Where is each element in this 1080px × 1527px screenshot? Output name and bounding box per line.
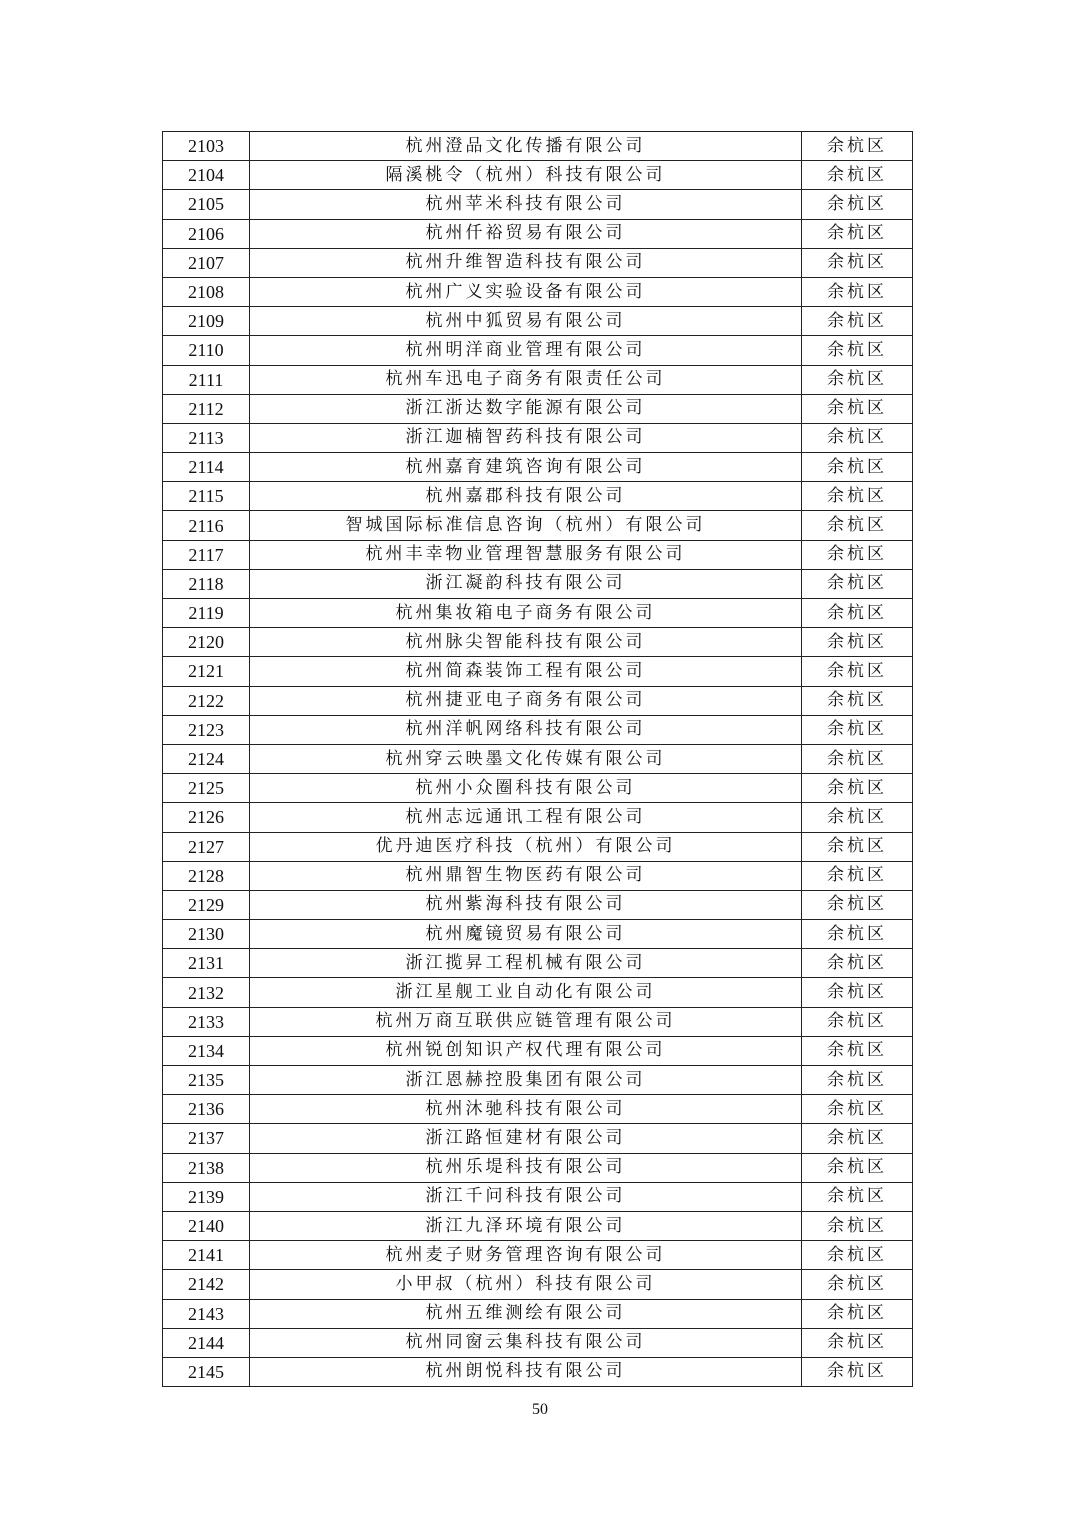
table-row bbox=[163, 1328, 913, 1357]
row-number-cell: 2107 bbox=[163, 248, 250, 277]
company-name-cell: 杭州朗悦科技有限公司 bbox=[250, 1357, 802, 1386]
company-name-cell: 浙江浙达数字能源有限公司 bbox=[250, 394, 802, 423]
table-row bbox=[163, 307, 913, 336]
row-number-cell: 2115 bbox=[163, 482, 250, 511]
company-name-cell: 杭州车迅电子商务有限责任公司 bbox=[250, 365, 802, 394]
company-name-cell: 浙江路恒建材有限公司 bbox=[250, 1124, 802, 1153]
company-name-cell: 杭州广义实验设备有限公司 bbox=[250, 277, 802, 306]
table-row bbox=[163, 1095, 913, 1124]
row-number-cell: 2137 bbox=[163, 1124, 250, 1153]
company-name-cell: 杭州五维测绘有限公司 bbox=[250, 1299, 802, 1328]
district-cell: 余杭区 bbox=[802, 511, 913, 540]
company-name-cell: 浙江恩赫控股集团有限公司 bbox=[250, 1066, 802, 1095]
district-cell: 余杭区 bbox=[802, 132, 913, 161]
district-cell: 余杭区 bbox=[802, 1066, 913, 1095]
row-number-cell: 2110 bbox=[163, 336, 250, 365]
table-row bbox=[163, 1153, 913, 1182]
company-name-cell: 杭州澄品文化传播有限公司 bbox=[250, 132, 802, 161]
company-name-cell: 杭州麦子财务管理咨询有限公司 bbox=[250, 1241, 802, 1270]
row-number-cell: 2103 bbox=[163, 132, 250, 161]
company-name-cell: 杭州苹米科技有限公司 bbox=[250, 190, 802, 219]
district-cell: 余杭区 bbox=[802, 190, 913, 219]
table-row bbox=[163, 1357, 913, 1386]
company-name-cell: 杭州嘉育建筑咨询有限公司 bbox=[250, 453, 802, 482]
district-cell: 余杭区 bbox=[802, 307, 913, 336]
table-row bbox=[163, 1036, 913, 1065]
company-name-cell: 杭州仟裕贸易有限公司 bbox=[250, 219, 802, 248]
company-name-cell: 浙江迦楠智药科技有限公司 bbox=[250, 423, 802, 452]
table-row bbox=[163, 890, 913, 919]
table-row bbox=[163, 1007, 913, 1036]
company-name-cell: 杭州同窗云集科技有限公司 bbox=[250, 1328, 802, 1357]
table-row bbox=[163, 248, 913, 277]
page-number: 50 bbox=[532, 1401, 548, 1418]
row-number-cell: 2111 bbox=[163, 365, 250, 394]
district-cell: 余杭区 bbox=[802, 161, 913, 190]
table-row bbox=[163, 803, 913, 832]
row-number-cell: 2130 bbox=[163, 920, 250, 949]
company-name-cell: 杭州小众圈科技有限公司 bbox=[250, 774, 802, 803]
district-cell: 余杭区 bbox=[802, 686, 913, 715]
row-number-cell: 2132 bbox=[163, 978, 250, 1007]
row-number-cell: 2124 bbox=[163, 744, 250, 773]
row-number-cell: 2134 bbox=[163, 1036, 250, 1065]
row-number-cell: 2127 bbox=[163, 832, 250, 861]
row-number-cell: 2108 bbox=[163, 277, 250, 306]
table-row bbox=[163, 540, 913, 569]
company-name-cell: 杭州明洋商业管理有限公司 bbox=[250, 336, 802, 365]
district-cell: 余杭区 bbox=[802, 277, 913, 306]
table-row bbox=[163, 1211, 913, 1240]
company-name-cell: 杭州鼎智生物医药有限公司 bbox=[250, 861, 802, 890]
district-cell: 余杭区 bbox=[802, 1299, 913, 1328]
company-name-cell: 杭州捷亚电子商务有限公司 bbox=[250, 686, 802, 715]
company-name-cell: 杭州乐堤科技有限公司 bbox=[250, 1153, 802, 1182]
row-number-cell: 2118 bbox=[163, 569, 250, 598]
table-row bbox=[163, 1182, 913, 1211]
table-row bbox=[163, 832, 913, 861]
table-row bbox=[163, 161, 913, 190]
district-cell: 余杭区 bbox=[802, 1357, 913, 1386]
row-number-cell: 2126 bbox=[163, 803, 250, 832]
table-row bbox=[163, 336, 913, 365]
district-cell: 余杭区 bbox=[802, 628, 913, 657]
table-row bbox=[163, 423, 913, 452]
table-row bbox=[163, 628, 913, 657]
row-number-cell: 2145 bbox=[163, 1357, 250, 1386]
district-cell: 余杭区 bbox=[802, 978, 913, 1007]
row-number-cell: 2106 bbox=[163, 219, 250, 248]
district-cell: 余杭区 bbox=[802, 1007, 913, 1036]
row-number-cell: 2113 bbox=[163, 423, 250, 452]
table-row bbox=[163, 511, 913, 540]
row-number-cell: 2136 bbox=[163, 1095, 250, 1124]
company-name-cell: 优丹迪医疗科技（杭州）有限公司 bbox=[250, 832, 802, 861]
row-number-cell: 2138 bbox=[163, 1153, 250, 1182]
row-number-cell: 2114 bbox=[163, 453, 250, 482]
company-name-cell: 浙江千问科技有限公司 bbox=[250, 1182, 802, 1211]
district-cell: 余杭区 bbox=[802, 1095, 913, 1124]
table-row bbox=[163, 920, 913, 949]
company-name-cell: 杭州志远通讯工程有限公司 bbox=[250, 803, 802, 832]
table-row bbox=[163, 978, 913, 1007]
district-cell: 余杭区 bbox=[802, 1153, 913, 1182]
company-name-cell: 杭州紫海科技有限公司 bbox=[250, 890, 802, 919]
table-row bbox=[163, 277, 913, 306]
company-name-cell: 浙江凝韵科技有限公司 bbox=[250, 569, 802, 598]
row-number-cell: 2135 bbox=[163, 1066, 250, 1095]
table-row bbox=[163, 774, 913, 803]
district-cell: 余杭区 bbox=[802, 1211, 913, 1240]
table-row bbox=[163, 1124, 913, 1153]
row-number-cell: 2128 bbox=[163, 861, 250, 890]
row-number-cell: 2129 bbox=[163, 890, 250, 919]
company-name-cell: 杭州洋帆网络科技有限公司 bbox=[250, 715, 802, 744]
row-number-cell: 2133 bbox=[163, 1007, 250, 1036]
row-number-cell: 2119 bbox=[163, 599, 250, 628]
row-number-cell: 2117 bbox=[163, 540, 250, 569]
district-cell: 余杭区 bbox=[802, 219, 913, 248]
table-row bbox=[163, 394, 913, 423]
company-name-cell: 杭州穿云映墨文化传媒有限公司 bbox=[250, 744, 802, 773]
row-number-cell: 2104 bbox=[163, 161, 250, 190]
row-number-cell: 2143 bbox=[163, 1299, 250, 1328]
district-cell: 余杭区 bbox=[802, 599, 913, 628]
row-number-cell: 2123 bbox=[163, 715, 250, 744]
company-name-cell: 杭州简森装饰工程有限公司 bbox=[250, 657, 802, 686]
company-name-cell: 杭州沐驰科技有限公司 bbox=[250, 1095, 802, 1124]
row-number-cell: 2122 bbox=[163, 686, 250, 715]
table-row bbox=[163, 190, 913, 219]
company-name-cell: 浙江揽昇工程机械有限公司 bbox=[250, 949, 802, 978]
row-number-cell: 2142 bbox=[163, 1270, 250, 1299]
table-row bbox=[163, 744, 913, 773]
district-cell: 余杭区 bbox=[802, 423, 913, 452]
district-cell: 余杭区 bbox=[802, 890, 913, 919]
table-row bbox=[163, 482, 913, 511]
row-number-cell: 2131 bbox=[163, 949, 250, 978]
company-name-cell: 杭州升维智造科技有限公司 bbox=[250, 248, 802, 277]
table-row bbox=[163, 686, 913, 715]
table-row bbox=[163, 569, 913, 598]
district-cell: 余杭区 bbox=[802, 1270, 913, 1299]
row-number-cell: 2116 bbox=[163, 511, 250, 540]
row-number-cell: 2144 bbox=[163, 1328, 250, 1357]
company-name-cell: 智城国际标准信息咨询（杭州）有限公司 bbox=[250, 511, 802, 540]
row-number-cell: 2141 bbox=[163, 1241, 250, 1270]
table-row bbox=[163, 599, 913, 628]
company-list-table bbox=[162, 131, 913, 1387]
district-cell: 余杭区 bbox=[802, 569, 913, 598]
row-number-cell: 2140 bbox=[163, 1211, 250, 1240]
company-name-cell: 杭州锐创知识产权代理有限公司 bbox=[250, 1036, 802, 1065]
table-row bbox=[163, 1270, 913, 1299]
district-cell: 余杭区 bbox=[802, 1036, 913, 1065]
table-row bbox=[163, 861, 913, 890]
company-name-cell: 浙江九泽环境有限公司 bbox=[250, 1211, 802, 1240]
row-number-cell: 2139 bbox=[163, 1182, 250, 1211]
row-number-cell: 2121 bbox=[163, 657, 250, 686]
company-name-cell: 小甲叔（杭州）科技有限公司 bbox=[250, 1270, 802, 1299]
district-cell: 余杭区 bbox=[802, 453, 913, 482]
table-row bbox=[163, 949, 913, 978]
table-row bbox=[163, 132, 913, 161]
table-row bbox=[163, 1066, 913, 1095]
company-name-cell: 杭州嘉郡科技有限公司 bbox=[250, 482, 802, 511]
district-cell: 余杭区 bbox=[802, 336, 913, 365]
district-cell: 余杭区 bbox=[802, 482, 913, 511]
row-number-cell: 2120 bbox=[163, 628, 250, 657]
district-cell: 余杭区 bbox=[802, 774, 913, 803]
district-cell: 余杭区 bbox=[802, 1124, 913, 1153]
district-cell: 余杭区 bbox=[802, 1182, 913, 1211]
company-name-cell: 隔溪桃令（杭州）科技有限公司 bbox=[250, 161, 802, 190]
row-number-cell: 2109 bbox=[163, 307, 250, 336]
table-row bbox=[163, 715, 913, 744]
table-row bbox=[163, 219, 913, 248]
table-body bbox=[163, 132, 913, 1387]
district-cell: 余杭区 bbox=[802, 365, 913, 394]
row-number-cell: 2105 bbox=[163, 190, 250, 219]
company-name-cell: 杭州魔镜贸易有限公司 bbox=[250, 920, 802, 949]
table-row bbox=[163, 453, 913, 482]
company-name-cell: 杭州万商互联供应链管理有限公司 bbox=[250, 1007, 802, 1036]
company-name-cell: 杭州脉尖智能科技有限公司 bbox=[250, 628, 802, 657]
row-number-cell: 2125 bbox=[163, 774, 250, 803]
district-cell: 余杭区 bbox=[802, 715, 913, 744]
district-cell: 余杭区 bbox=[802, 1241, 913, 1270]
district-cell: 余杭区 bbox=[802, 657, 913, 686]
district-cell: 余杭区 bbox=[802, 803, 913, 832]
company-name-cell: 杭州丰幸物业管理智慧服务有限公司 bbox=[250, 540, 802, 569]
company-name-cell: 杭州中狐贸易有限公司 bbox=[250, 307, 802, 336]
row-number-cell: 2112 bbox=[163, 394, 250, 423]
table-row bbox=[163, 1241, 913, 1270]
table-row bbox=[163, 1299, 913, 1328]
district-cell: 余杭区 bbox=[802, 861, 913, 890]
district-cell: 余杭区 bbox=[802, 540, 913, 569]
district-cell: 余杭区 bbox=[802, 832, 913, 861]
table-row bbox=[163, 365, 913, 394]
district-cell: 余杭区 bbox=[802, 248, 913, 277]
district-cell: 余杭区 bbox=[802, 394, 913, 423]
district-cell: 余杭区 bbox=[802, 920, 913, 949]
table-row bbox=[163, 657, 913, 686]
district-cell: 余杭区 bbox=[802, 1328, 913, 1357]
company-name-cell: 浙江星舰工业自动化有限公司 bbox=[250, 978, 802, 1007]
company-name-cell: 杭州集妆箱电子商务有限公司 bbox=[250, 599, 802, 628]
district-cell: 余杭区 bbox=[802, 949, 913, 978]
district-cell: 余杭区 bbox=[802, 744, 913, 773]
